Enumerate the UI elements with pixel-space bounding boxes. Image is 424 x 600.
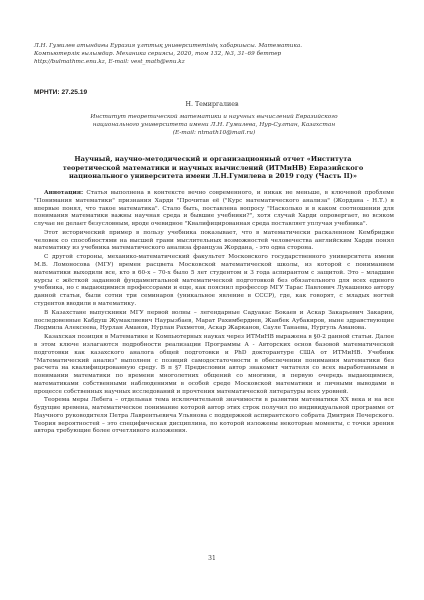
mrnti-code: МРНТИ: 27.25.19 [34, 89, 88, 96]
title-line: Научный, научно-методический и организационный отчет «Института [74, 155, 352, 163]
journal-header [34, 42, 354, 66]
article-title [50, 155, 376, 181]
title-line: теоретической математики и научных вычислений (ИТМиНВ) Евразийского [62, 163, 364, 172]
affiliation-email: (E-mail: ntmath10@mail.ru) [172, 130, 256, 136]
journal-header-line: Л.Н. Гумилев атындағы Еуразия ұлттық университетінің хабаршысы. Математика. [34, 43, 303, 49]
affiliation-line: Институт теоретической математики и научных вычислений Евразийского [90, 114, 338, 120]
body-paragraph: Теорема меры Лебега – отдельная тема исключительной значимости в развитии математики XX века и на все будущие времена, математическое понимание которой автор этих строк получил по индивидуальной программе от Научного руководителя Петра Лаврентьевича Ульянова с поддержкой аспирантского собрата Дмитрия Печерского. Теория вероятностей – это специфическая дисциплина, по которой изложены некоторые моменты, с точки зрения автора требующие более отчетливого изложения. [34, 397, 394, 435]
body-paragraph: Этот исторический пример в пользу учебника показывает, что в математически раскаленном Кембридже человек со способностями на высшей грани мыслительных возможностей человечества английским Харди понял математику из учебника математического анализа француза Жордана, - это одна сторона. [34, 229, 394, 252]
affiliation-line: национального университета имени Л.Н. Гумилева, Нур-Султан, Казахстан [92, 122, 336, 128]
abstract-paragraph [34, 190, 394, 229]
author-affiliation [64, 113, 364, 137]
body-paragraph: В Казахстане выпускники МГУ первой волны – легендарные Садуакас Бокаев и Аскар Закарьевич Закарин, последовенные Кабдуш Жумаклиевич Наурызбаев, Марат Рахимбердиев, Жанбек Аубакиров, ныне здравствующие Людмила Алексеева, Нурлан Аманов, Нурлан Рахметов, Аскар Жарканов, Сауле Танаева, Нургуль Аманова. [34, 309, 394, 332]
body-paragraph: Казахская позиция в Математике и Компьютерных науках через ИТМиНВ выражена в §0-2 данной статьи. Далее в этом ключе излагаются подробности реализации Программы A - Авторских основ базовой математической подготовки как казахского аналога общей подготовки и PhD докторантуре США от ИТМиНВ. Учебник "Математический анализ" выполнен с позиций самодостаточности в обеспечении понимания математики без расчета на квалифицированную среду. В п §7 Предисловии автор знакомит читателя со всех выработанными в понимании математики по времени многолетних общений со многими, в первую очередь выдающимися, математиками собственными наблюдениями в особой среде Московской математики и личными выводами в процессе собственных научных исследований и прочтения математической литературы всех уровней. [34, 334, 394, 395]
journal-header-line: Компьютерлік ғылымдар. Механика сериясы, 2020, том 132, №3, 31–69 беттер [34, 51, 282, 57]
title-line: национального университета имени Л.Н.Гумилева в 2019 году (Часть II)» [68, 172, 358, 180]
body-paragraph: С другой стороны, механико-математический факультет Московского государственного университета имени М.В. Ломоносова (МГУ) времен расцвета Московской математической школы, из которой с пониманием математики выходили все, кто в 60-х – 70-х было 5 лет студентом и 3 года аспирантом с защитой. Это – младшие курсы с жёсткой заданной фундаментальной математической подготовкой без обязательного для всех единого учебника, но с выдающимися профессорами и еще, как пояснил профессор МГУ Тарас Павлович Лукашенко автору данной статьи, были сотни три семинаров (уникальное явление в СССР), где, как говорят, с младых ногтей студентов вводили в математику. [34, 254, 394, 307]
author-name: Н. Темиргалиев [185, 101, 239, 108]
article-body [34, 190, 394, 437]
abstract-text: Статья выполнена в контексте вечно современного, и никак не меньше, в ключевой проблеме "Понимания математики" признания Харди "Прочитав её ("Курс математического анализа" (Жордана - Н.Т.) я впервые понял, что такое математика". Стало быть, поставлена вопросу "Насколько и в каком соотношении для понимания математики важны научная среда и бывшие учебники?", хотя случай Харди опровергает, во всяком случае не делает безусловным, вроде очевидное "Квалифицированная среда поставляет уплучая учебника". [34, 190, 394, 227]
journal-header-line: http://bulmathmc.enu.kz, E-mail: vest_math@enu.kz [34, 59, 185, 65]
abstract-label: Аннотация: [44, 190, 84, 196]
page-number: 31 [208, 555, 216, 562]
